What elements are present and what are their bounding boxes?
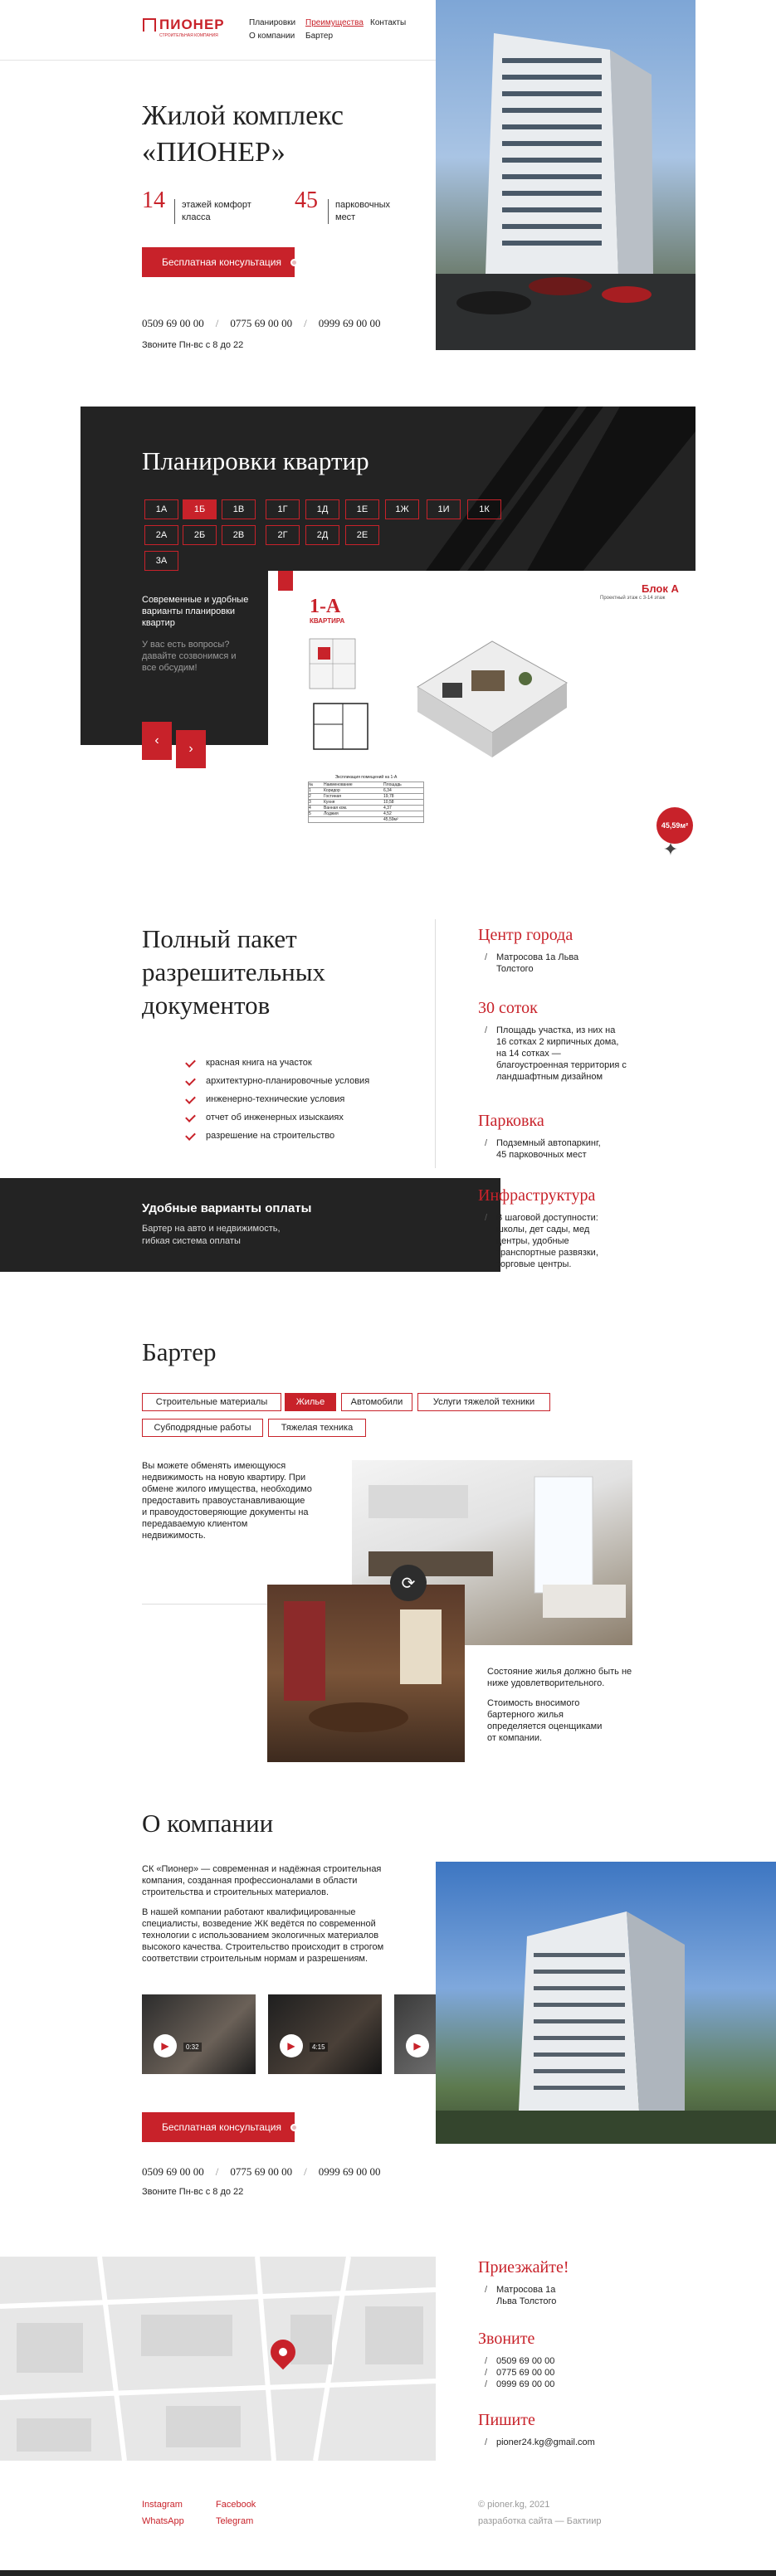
barter-note-condition: Состояние жилья должно быть не ниже удовлетворительного.: [487, 1667, 632, 1688]
tab-heavy-machinery-services[interactable]: Услуги тяжелой техники: [417, 1393, 550, 1411]
video-duration: 0:32: [183, 2043, 202, 2052]
card-type-sub: КВАРТИРА: [310, 617, 345, 625]
contact-address: / Матросова 1а Льва Толстого: [478, 2284, 578, 2307]
about-paragraph-2: В нашей компании работают квалифицированные специалисты, возведение ЖК ведётся по современной технологии с использованием экологичных материалов высокого качества. Строительство происходит в строгом соответствии строительным нормам и разрешениям.: [142, 1907, 384, 1964]
contact-write-title: Пишите: [478, 2411, 535, 2429]
phone-link[interactable]: 0999 69 00 00: [318, 2165, 381, 2178]
stat-parking-value: 45: [295, 187, 318, 213]
footer-copyright: © pioner.kg, 2021: [478, 2500, 550, 2510]
consult-button-label: Бесплатная консультация: [162, 256, 281, 268]
consult-button-about[interactable]: [142, 2112, 295, 2142]
advantage-center: [478, 926, 644, 975]
card-block: Блок А: [642, 582, 679, 595]
hero-title-line2: «ПИОНЕР»: [142, 137, 286, 168]
permits-title-line1: Полный пакет: [142, 924, 297, 953]
nav-barter[interactable]: Бартер: [305, 32, 334, 41]
swap-icon[interactable]: ⟳: [390, 1565, 427, 1601]
footer-whatsapp[interactable]: WhatsApp: [142, 2516, 184, 2526]
payment-text: Бартер на авто и недвижимость, гибкая система оплаты: [142, 1224, 281, 1246]
table-head: № Наименование Площадь: [308, 782, 424, 788]
barter-text: Вы можете обменять имеющуюся недвижимость на новую квартиру. При обмене жилого имущества, необходимо предоставить правоустанавливающие и правоудостоверяющие документы на передаваемую клиентом недвижимость.: [142, 1461, 312, 1541]
hero-title: [142, 98, 344, 171]
map-illustration: [0, 2257, 436, 2461]
button-dot-icon: [290, 259, 298, 266]
apartment-1a[interactable]: 1А: [144, 499, 178, 519]
barter-image-interior: [267, 1585, 465, 1762]
permits-title: [142, 923, 325, 1022]
contact-phone[interactable]: / 0999 69 00 00: [478, 2379, 661, 2390]
contact-phone[interactable]: / 0509 69 00 00: [478, 2355, 661, 2367]
floor-mini-plan: [301, 631, 364, 697]
advantage-text: / В шаговой доступности: школы, дет сады, мед центры, удобные транспортные развязки, торговые центры.: [478, 1212, 611, 1270]
apartment-3d-render: [393, 608, 583, 774]
apartment-floor-plan: [310, 699, 376, 757]
header-divider: [0, 60, 436, 61]
video-duration: 4:15: [310, 2043, 328, 2052]
barter-note-cost: Стоимость вносимого бартерного жилья определяется оценщиками от компании.: [487, 1698, 603, 1743]
about-phones: 0509 69 00 00 / 0775 69 00 00 / 0999 69 00 00: [142, 2165, 381, 2178]
about-title: О компании: [142, 1809, 274, 1838]
apartment-1g[interactable]: 1Г: [266, 499, 300, 519]
table-title: Экспликация помещений на 1-А: [334, 775, 398, 780]
advantage-infrastructure: [478, 1186, 644, 1270]
tab-building-materials[interactable]: Строительные материалы: [142, 1393, 281, 1411]
plans-question: У вас есть вопросы? давайте созвонимся и все обсудим!: [142, 640, 237, 673]
apartment-2b[interactable]: 2Б: [183, 525, 217, 545]
footer-telegram[interactable]: Telegram: [216, 2516, 254, 2526]
apartment-1i[interactable]: 1И: [427, 499, 461, 519]
advantage-text: / Подземный автопаркинг, 45 парковочных мест: [478, 1137, 603, 1161]
tab-cars[interactable]: Автомобили: [341, 1393, 412, 1411]
table-row: 3 Кухня 10,58: [308, 800, 424, 806]
logo[interactable]: [143, 17, 229, 43]
advantage-text: / Площадь участка, из них на 16 сотках 2 кирпичных дома, на 14 сотках — благоустроенная территория с ландшафтным дизайном: [478, 1025, 627, 1083]
chevron-right-icon: ›: [188, 742, 193, 756]
contact-call: [478, 2330, 661, 2390]
permits-title-line3: документов: [142, 991, 271, 1020]
about-building-illustration: [436, 1862, 776, 2144]
nav-advantages[interactable]: Преимущества: [305, 18, 364, 27]
building-illustration: [436, 0, 695, 350]
payment-banner: [0, 1178, 500, 1272]
table-row: 5 Лоджия 4,52: [308, 811, 424, 817]
tab-heavy-machinery[interactable]: Тяжелая техника: [268, 1419, 366, 1437]
about-building-image: [436, 1862, 776, 2144]
contact-write: [478, 2411, 661, 2448]
play-icon: ▶: [154, 2034, 177, 2057]
table-row: 4 Ванная ком. 4,37: [308, 806, 424, 811]
apartment-1zh[interactable]: 1Ж: [385, 499, 419, 519]
advantage-area: [478, 999, 644, 1083]
advantage-text: / Матросова 1а Льва Толстого: [478, 952, 594, 975]
vertical-divider: [435, 919, 436, 1168]
hero-phones: 0509 69 00 00 / 0775 69 00 00 / 0999 69 00 00: [142, 317, 381, 329]
logo-text: ПИОНЕР: [159, 17, 225, 32]
card-red-marker: [278, 571, 293, 591]
area-value: 45,59м²: [661, 821, 689, 830]
about-paragraph-1: СК «Пионер» — современная и надёжная строительная компания, созданная профессионалами в области строительства и строительных материалов.: [142, 1864, 382, 1897]
button-dot-icon: [290, 2124, 298, 2131]
contact-phone[interactable]: / 0775 69 00 00: [478, 2367, 661, 2379]
footer-instagram[interactable]: Instagram: [142, 2500, 183, 2510]
stat-floors-label: этажей комфорт класса: [174, 199, 266, 224]
apartment-2g[interactable]: 2Г: [266, 525, 300, 545]
advantage-title: Инфраструктура: [478, 1186, 596, 1205]
advantage-title: 30 соток: [478, 999, 538, 1017]
list-item: разрешение на строительство: [184, 1127, 369, 1145]
apartment-card: [268, 571, 695, 849]
permits-title-line2: разрешительных: [142, 957, 326, 986]
apartment-2e[interactable]: 2Е: [345, 525, 379, 545]
plans-promo: Современные и удобные варианты планировки квартир: [142, 595, 249, 628]
plans-next-button[interactable]: [176, 730, 206, 768]
advantage-title: Центр города: [478, 926, 573, 944]
payment-title: Удобные варианты оплаты: [142, 1201, 312, 1215]
table-row: 2 Гостиная 19,78: [308, 794, 424, 800]
play-icon: ▶: [280, 2034, 303, 2057]
apartment-2d[interactable]: 2Д: [305, 525, 339, 545]
table-row: 45,59м²: [308, 817, 424, 823]
contact-come: [478, 2258, 661, 2307]
hero-title-line1: Жилой комплекс: [142, 100, 344, 131]
logo-subtitle: СТРОИТЕЛЬНАЯ КОМПАНИЯ: [159, 33, 218, 38]
plans-title: Планировки квартир: [142, 446, 369, 475]
card-type: 1-А: [310, 596, 341, 617]
main-nav: [249, 18, 432, 43]
phone-link[interactable]: 0509 69 00 00: [142, 317, 204, 329]
plans-prev-button[interactable]: [142, 722, 172, 760]
video-thumb[interactable]: [142, 1994, 256, 2074]
list-item: красная книга на участок: [184, 1054, 369, 1072]
table-row: 1 Коридор 6,34: [308, 788, 424, 794]
nav-about[interactable]: О компании: [249, 32, 295, 41]
stat-floors-value: 14: [142, 187, 165, 213]
stat-parking-label: парковочных мест: [328, 199, 411, 224]
footer-bottom-bar: [0, 2570, 776, 2576]
video-thumb[interactable]: [268, 1994, 382, 2074]
contact-come-title: Приезжайте!: [478, 2258, 569, 2277]
list-item: инженерно-технические условия: [184, 1090, 369, 1108]
phone-link[interactable]: 0775 69 00 00: [230, 317, 293, 329]
apartment-1e[interactable]: 1Е: [345, 499, 379, 519]
hero-hours: Звоните Пн-вс с 8 до 22: [142, 340, 244, 350]
card-block-sub: Проектный этаж с 3-14 этаж: [600, 596, 666, 601]
footer-facebook[interactable]: Facebook: [216, 2500, 256, 2510]
footer-developer[interactable]: разработка сайта — Бактиир: [478, 2516, 602, 2526]
about-hours: Звоните Пн-вс с 8 до 22: [142, 2187, 244, 2197]
phone-link[interactable]: 0775 69 00 00: [230, 2165, 293, 2178]
contact-email[interactable]: / pioner24.kg@gmail.com: [478, 2437, 661, 2448]
apartment-3a[interactable]: 3А: [144, 551, 178, 571]
tab-housing[interactable]: Жилье: [285, 1393, 336, 1411]
chevron-left-icon: ‹: [154, 733, 159, 747]
apartment-2a[interactable]: 2А: [144, 525, 178, 545]
map[interactable]: [0, 2257, 436, 2461]
apartment-1v[interactable]: 1В: [222, 499, 256, 519]
compass-icon: ✦: [662, 839, 679, 859]
nav-plans[interactable]: Планировки: [249, 18, 296, 27]
play-icon: ▶: [406, 2034, 429, 2057]
consult-button-label: Бесплатная консультация: [162, 2121, 281, 2133]
explication-table: [308, 775, 424, 823]
interior-illustration: [267, 1585, 465, 1762]
advantage-parking: [478, 1112, 644, 1161]
list-item: архитектурно-планировочные условия: [184, 1072, 369, 1090]
advantage-title: Парковка: [478, 1112, 544, 1130]
nav-contacts[interactable]: Контакты: [370, 18, 407, 27]
hero-building-image: [436, 0, 695, 350]
phone-link[interactable]: 0999 69 00 00: [318, 317, 381, 329]
apartment-1b[interactable]: 1Б: [183, 499, 217, 519]
phone-link[interactable]: 0509 69 00 00: [142, 2165, 204, 2178]
apartment-1k[interactable]: 1К: [467, 499, 501, 519]
permits-checklist: [184, 1054, 369, 1145]
barter-title: Бартер: [142, 1337, 217, 1366]
apartment-1d[interactable]: 1Д: [305, 499, 339, 519]
tab-subcontract[interactable]: Субподрядные работы: [142, 1419, 263, 1437]
logo-icon: [143, 18, 156, 32]
contact-call-title: Звоните: [478, 2330, 535, 2348]
apartment-2v[interactable]: 2В: [222, 525, 256, 545]
consult-button-hero[interactable]: [142, 247, 295, 277]
list-item: отчет об инженерных изыскаиях: [184, 1108, 369, 1127]
